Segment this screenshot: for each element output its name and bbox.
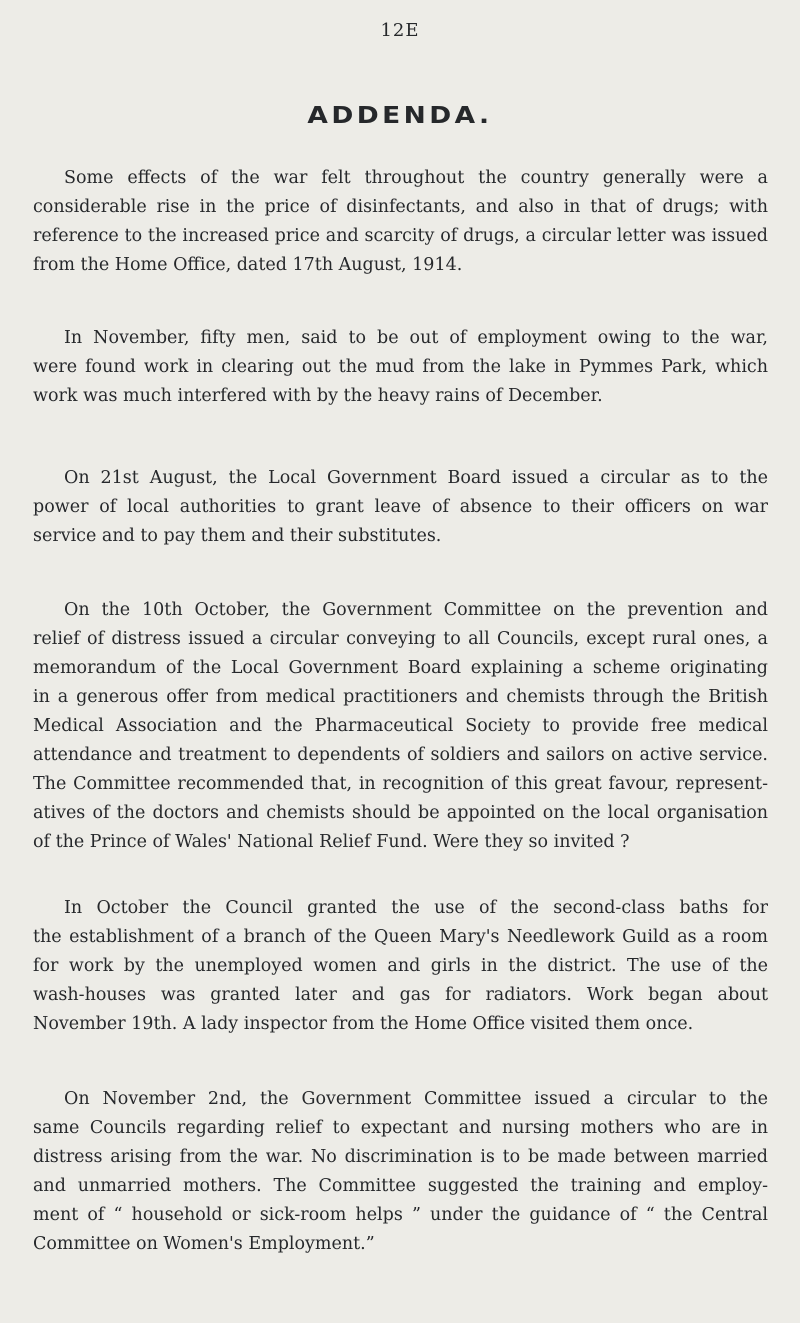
text-line: of the Prince of Wales' National Relief Fund. Were they so invited ? [33, 832, 630, 852]
text-line: Committee on Women's Employment.” [33, 1234, 375, 1254]
text-line: power of local authorities to grant leave of absence to their officers on war [33, 497, 768, 517]
paragraph [33, 324, 768, 411]
text-line: Medical Association and the Pharmaceutical Society to provide free medical [33, 716, 768, 736]
text-line: for work by the unemployed women and girls in the district. The use of the [33, 956, 768, 976]
text-line: in a generous offer from medical practitioners and chemists through the British [33, 687, 768, 707]
text-line: On November 2nd, the Government Committee issued a circular to the [64, 1089, 768, 1109]
text-line: atives of the doctors and chemists should be appointed on the local organisation [33, 803, 768, 823]
paragraph [33, 164, 768, 280]
text-line: The Committee recommended that, in recognition of this great favour, represent- [33, 774, 768, 794]
text-line: memorandum of the Local Government Board explaining a scheme originating [33, 658, 768, 678]
paragraph [33, 894, 768, 1039]
text-line: distress arising from the war. No discrimination is to be made between married [33, 1147, 768, 1167]
paragraph [33, 1085, 768, 1259]
text-line: Some effects of the war felt throughout the country generally were a [64, 168, 768, 188]
text-line: In October the Council granted the use of the second-class baths for [64, 898, 768, 918]
text-line: attendance and treatment to dependents of soldiers and sailors on active service. [33, 745, 768, 765]
text-line: In November, fifty men, said to be out of employment owing to the war, [64, 328, 768, 348]
paragraph [33, 596, 768, 857]
text-line: wash-houses was granted later and gas for radiators. Work began about [33, 985, 768, 1005]
text-line: the establishment of a branch of the Queen Mary's Needlework Guild as a room [33, 927, 768, 947]
text-line: same Councils regarding relief to expectant and nursing mothers who are in [33, 1118, 768, 1138]
text-line: reference to the increased price and scarcity of drugs, a circular letter was issued [33, 226, 768, 246]
text-line: ment of “ household or sick-room helps ” under the guidance of “ the Central [33, 1205, 768, 1225]
text-line: November 19th. A lady inspector from the Home Office visited them once. [33, 1014, 694, 1034]
text-line: and unmarried mothers. The Committee suggested the training and employ- [33, 1176, 768, 1196]
text-line: from the Home Office, dated 17th August, 1914. [33, 255, 463, 275]
text-line: relief of distress issued a circular conveying to all Councils, except rural ones, a [33, 629, 768, 649]
text-line: service and to pay them and their substitutes. [33, 526, 442, 546]
text-line: On the 10th October, the Government Committee on the prevention and [64, 600, 768, 620]
text-line: considerable rise in the price of disinfectants, and also in that of drugs; with [33, 197, 768, 217]
page-heading: ADDENDA. [307, 103, 493, 129]
text-line: were found work in clearing out the mud from the lake in Pymmes Park, which [33, 357, 768, 377]
text-line: On 21st August, the Local Government Board issued a circular as to the [64, 468, 768, 488]
text-line: work was much interfered with by the heavy rains of December. [33, 386, 603, 406]
page-number: 12E [380, 20, 420, 41]
paragraph [33, 464, 768, 551]
